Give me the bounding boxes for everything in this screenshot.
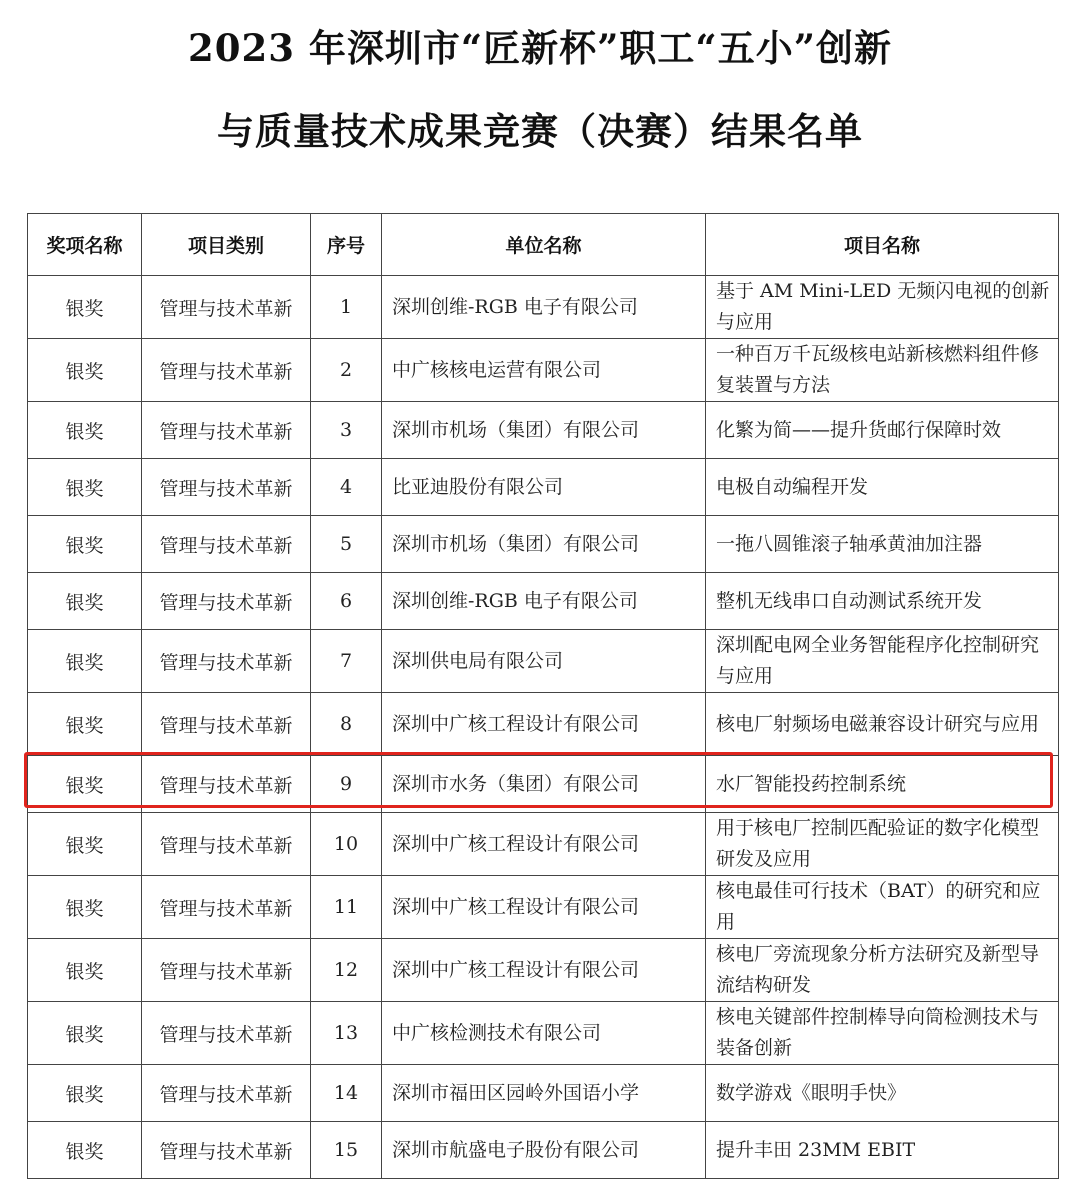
header-category: 项目类别 bbox=[142, 214, 311, 276]
category-cell: 管理与技术革新 bbox=[142, 876, 311, 939]
project-cell: 一拖八圆锥滚子轴承黄油加注器 bbox=[706, 516, 1059, 573]
category-cell: 管理与技术革新 bbox=[142, 573, 311, 630]
number-cell: 15 bbox=[311, 1122, 382, 1179]
number-cell: 4 bbox=[311, 459, 382, 516]
award-cell: 银奖 bbox=[28, 459, 142, 516]
project-cell: 数学游戏《眼明手快》 bbox=[706, 1065, 1059, 1122]
header-award: 奖项名称 bbox=[28, 214, 142, 276]
table-row bbox=[28, 693, 1059, 756]
project-cell: 核电厂射频场电磁兼容设计研究与应用 bbox=[706, 693, 1059, 756]
category-cell: 管理与技术革新 bbox=[142, 1065, 311, 1122]
category-cell: 管理与技术革新 bbox=[142, 813, 311, 876]
award-cell: 银奖 bbox=[28, 1065, 142, 1122]
table-row bbox=[28, 876, 1059, 939]
unit-cell: 深圳创维-RGB 电子有限公司 bbox=[382, 573, 706, 630]
number-cell: 10 bbox=[311, 813, 382, 876]
table-row bbox=[28, 276, 1059, 339]
number-cell: 7 bbox=[311, 630, 382, 693]
table-row bbox=[28, 573, 1059, 630]
award-cell: 银奖 bbox=[28, 813, 142, 876]
table-row bbox=[28, 813, 1059, 876]
project-cell: 水厂智能投药控制系统 bbox=[706, 756, 1059, 813]
category-cell: 管理与技术革新 bbox=[142, 276, 311, 339]
award-cell: 银奖 bbox=[28, 516, 142, 573]
project-cell: 核电最佳可行技术（BAT）的研究和应用 bbox=[706, 876, 1059, 939]
number-cell: 3 bbox=[311, 402, 382, 459]
table-row bbox=[28, 939, 1059, 1002]
project-cell: 化繁为简——提升货邮行保障时效 bbox=[706, 402, 1059, 459]
award-cell: 银奖 bbox=[28, 693, 142, 756]
award-cell: 银奖 bbox=[28, 756, 142, 813]
category-cell: 管理与技术革新 bbox=[142, 459, 311, 516]
award-cell: 银奖 bbox=[28, 876, 142, 939]
project-cell: 一种百万千瓦级核电站新核燃料组件修复装置与方法 bbox=[706, 339, 1059, 402]
table-row bbox=[28, 1002, 1059, 1065]
award-cell: 银奖 bbox=[28, 276, 142, 339]
number-cell: 13 bbox=[311, 1002, 382, 1065]
unit-cell: 中广核核电运营有限公司 bbox=[382, 339, 706, 402]
header-number: 序号 bbox=[311, 214, 382, 276]
award-cell: 银奖 bbox=[28, 402, 142, 459]
unit-cell: 深圳供电局有限公司 bbox=[382, 630, 706, 693]
category-cell: 管理与技术革新 bbox=[142, 756, 311, 813]
number-cell: 12 bbox=[311, 939, 382, 1002]
category-cell: 管理与技术革新 bbox=[142, 939, 311, 1002]
project-cell: 电极自动编程开发 bbox=[706, 459, 1059, 516]
unit-cell: 深圳中广核工程设计有限公司 bbox=[382, 939, 706, 1002]
table-header-row bbox=[28, 214, 1059, 276]
unit-cell: 深圳市福田区园岭外国语小学 bbox=[382, 1065, 706, 1122]
award-cell: 银奖 bbox=[28, 1002, 142, 1065]
table-row bbox=[28, 459, 1059, 516]
number-cell: 8 bbox=[311, 693, 382, 756]
unit-cell: 深圳市机场（集团）有限公司 bbox=[382, 402, 706, 459]
highlight-box bbox=[24, 752, 1053, 808]
project-cell: 核电关键部件控制棒导向筒检测技术与装备创新 bbox=[706, 1002, 1059, 1065]
number-cell: 11 bbox=[311, 876, 382, 939]
unit-cell: 深圳中广核工程设计有限公司 bbox=[382, 813, 706, 876]
number-cell: 5 bbox=[311, 516, 382, 573]
category-cell: 管理与技术革新 bbox=[142, 1002, 311, 1065]
category-cell: 管理与技术革新 bbox=[142, 402, 311, 459]
unit-cell: 中广核检测技术有限公司 bbox=[382, 1002, 706, 1065]
project-cell: 整机无线串口自动测试系统开发 bbox=[706, 573, 1059, 630]
project-cell: 基于 AM Mini-LED 无频闪电视的创新与应用 bbox=[706, 276, 1059, 339]
category-cell: 管理与技术革新 bbox=[142, 516, 311, 573]
project-cell: 提升丰田 23MM EBIT bbox=[706, 1122, 1059, 1179]
project-cell: 深圳配电网全业务智能程序化控制研究与应用 bbox=[706, 630, 1059, 693]
table-row bbox=[28, 1122, 1059, 1179]
unit-cell: 深圳创维-RGB 电子有限公司 bbox=[382, 276, 706, 339]
page-title-line-1: 2023 年深圳市“匠新杯”职工“五小”创新 bbox=[188, 26, 892, 70]
number-cell: 2 bbox=[311, 339, 382, 402]
page-title-line-2: 与质量技术成果竞赛（决赛）结果名单 bbox=[217, 109, 863, 153]
results-table bbox=[27, 213, 1059, 1179]
number-cell: 9 bbox=[311, 756, 382, 813]
project-cell: 用于核电厂控制匹配验证的数字化模型研发及应用 bbox=[706, 813, 1059, 876]
award-cell: 银奖 bbox=[28, 630, 142, 693]
number-cell: 6 bbox=[311, 573, 382, 630]
project-cell: 核电厂旁流现象分析方法研究及新型导流结构研发 bbox=[706, 939, 1059, 1002]
header-unit: 单位名称 bbox=[382, 214, 706, 276]
table-row bbox=[28, 1065, 1059, 1122]
award-cell: 银奖 bbox=[28, 1122, 142, 1179]
unit-cell: 深圳市机场（集团）有限公司 bbox=[382, 516, 706, 573]
unit-cell: 比亚迪股份有限公司 bbox=[382, 459, 706, 516]
category-cell: 管理与技术革新 bbox=[142, 339, 311, 402]
unit-cell: 深圳市水务（集团）有限公司 bbox=[382, 756, 706, 813]
header-project: 项目名称 bbox=[706, 214, 1059, 276]
table-row bbox=[28, 402, 1059, 459]
category-cell: 管理与技术革新 bbox=[142, 693, 311, 756]
award-cell: 银奖 bbox=[28, 573, 142, 630]
award-cell: 银奖 bbox=[28, 339, 142, 402]
unit-cell: 深圳中广核工程设计有限公司 bbox=[382, 693, 706, 756]
number-cell: 14 bbox=[311, 1065, 382, 1122]
table-row bbox=[28, 339, 1059, 402]
award-cell: 银奖 bbox=[28, 939, 142, 1002]
unit-cell: 深圳中广核工程设计有限公司 bbox=[382, 876, 706, 939]
category-cell: 管理与技术革新 bbox=[142, 1122, 311, 1179]
table-row bbox=[28, 516, 1059, 573]
category-cell: 管理与技术革新 bbox=[142, 630, 311, 693]
table-row bbox=[28, 630, 1059, 693]
number-cell: 1 bbox=[311, 276, 382, 339]
unit-cell: 深圳市航盛电子股份有限公司 bbox=[382, 1122, 706, 1179]
